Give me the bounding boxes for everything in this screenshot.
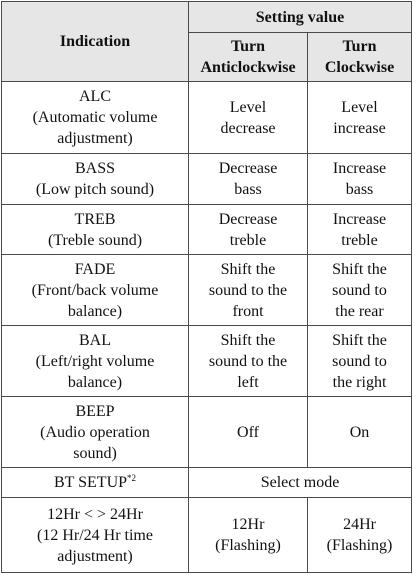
indication-cell (2, 255, 189, 326)
clockwise-line: Level (341, 98, 378, 116)
indication-line: (Audio operation (40, 423, 150, 441)
clockwise-header-line: Turn (342, 38, 377, 55)
clockwise-line: sound to (332, 281, 387, 299)
anticlockwise-line: Decrease (218, 210, 278, 228)
indication-line: (Front/back volume (31, 281, 159, 299)
footnote-marker: *2 (127, 473, 137, 483)
indication-line: (Low pitch sound) (35, 181, 155, 198)
anticlockwise-line: sound to the (208, 281, 288, 299)
anticlockwise-line: Decrease (218, 160, 278, 177)
indication-cell (2, 82, 189, 154)
table-row (2, 326, 412, 397)
indication-line: BAL (79, 331, 111, 349)
anticlockwise-cell (189, 154, 308, 205)
clockwise-cell (308, 205, 412, 255)
anticlockwise-line: treble (229, 231, 267, 249)
table-row (2, 397, 412, 468)
clockwise-line: Shift the (332, 331, 387, 349)
clockwise-line: the rear (335, 302, 384, 320)
clockwise-line: treble (341, 231, 378, 249)
indication-line: (Automatic volume (32, 109, 158, 126)
anticlockwise-line: front (232, 302, 264, 320)
clockwise-cell (308, 498, 412, 573)
clockwise-cell (308, 397, 412, 468)
clockwise-cell (308, 326, 412, 397)
table-row (2, 468, 412, 498)
anticlockwise-line: Shift the (220, 331, 276, 349)
anticlockwise-line: decrease (220, 119, 276, 137)
anticlockwise-cell (189, 205, 308, 255)
table-row (2, 154, 412, 205)
indication-line: balance) (67, 302, 123, 320)
clockwise-line: 24Hr (343, 516, 376, 533)
table-row (2, 498, 412, 573)
anticlockwise-line: Level (229, 98, 267, 116)
indication-cell (2, 498, 189, 573)
indication-cell (2, 154, 189, 205)
anticlockwise-cell (189, 82, 308, 154)
anticlockwise-header-line: Turn (230, 38, 266, 55)
indication-line: ALC (79, 88, 111, 105)
clockwise-cell (308, 82, 412, 154)
clockwise-line: bass (345, 181, 374, 198)
settings-table (1, 1, 412, 573)
clockwise-header-line: Clockwise (324, 59, 395, 76)
indication-cell (2, 397, 189, 468)
indication-line: adjustment) (57, 130, 133, 147)
indication-line: sound) (73, 444, 117, 462)
anticlockwise-cell (189, 397, 308, 468)
indication-line: adjustment) (57, 547, 133, 565)
anticlockwise-header-line: Anticlockwise (200, 59, 296, 76)
clockwise-header (308, 33, 412, 82)
indication-cell (2, 205, 189, 255)
select-mode-cell: Select mode (189, 468, 412, 498)
clockwise-line: Increase (332, 160, 387, 177)
clockwise-line: the right (332, 373, 387, 391)
indication-line: (12 Hr/24 Hr time (37, 526, 153, 544)
table-row (2, 205, 412, 255)
indication-line: BASS (74, 160, 116, 177)
clockwise-line: (Flashing) (326, 537, 393, 554)
anticlockwise-line: (Flashing) (215, 537, 281, 554)
anticlockwise-line: 12Hr (231, 516, 265, 533)
clockwise-cell (308, 154, 412, 205)
anticlockwise-cell (189, 498, 308, 573)
indication-line: FADE (74, 260, 116, 278)
bt-setup-label: BT SETUP (53, 474, 128, 491)
clockwise-line: increase (333, 119, 386, 137)
indication-line: TREB (74, 210, 116, 228)
anticlockwise-line: Shift the (220, 260, 276, 278)
indication-line: (Left/right volume (35, 352, 155, 370)
anticlockwise-line: sound to the (208, 352, 288, 370)
indication-line: BEEP (75, 402, 115, 420)
table-row (2, 255, 412, 326)
clockwise-line: Shift the (332, 260, 387, 278)
anticlockwise-line: left (237, 373, 259, 391)
indication-cell (2, 326, 189, 397)
anticlockwise-line: bass (234, 181, 262, 198)
clockwise-line: On (349, 423, 370, 441)
settings-table-container (1, 1, 411, 573)
indication-line: balance) (67, 373, 123, 391)
anticlockwise-header (189, 33, 308, 82)
indication-cell (2, 468, 189, 498)
setting-value-header: Setting value (189, 2, 412, 33)
anticlockwise-line: Off (237, 423, 259, 441)
indication-line: (Treble sound) (47, 231, 143, 249)
indication-line: 12Hr < > 24Hr (47, 505, 143, 523)
clockwise-line: Increase (332, 210, 387, 228)
anticlockwise-cell (189, 326, 308, 397)
anticlockwise-cell (189, 255, 308, 326)
clockwise-cell (308, 255, 412, 326)
clockwise-line: sound to (332, 352, 387, 370)
indication-header: Indication (2, 2, 189, 82)
table-row (2, 82, 412, 154)
